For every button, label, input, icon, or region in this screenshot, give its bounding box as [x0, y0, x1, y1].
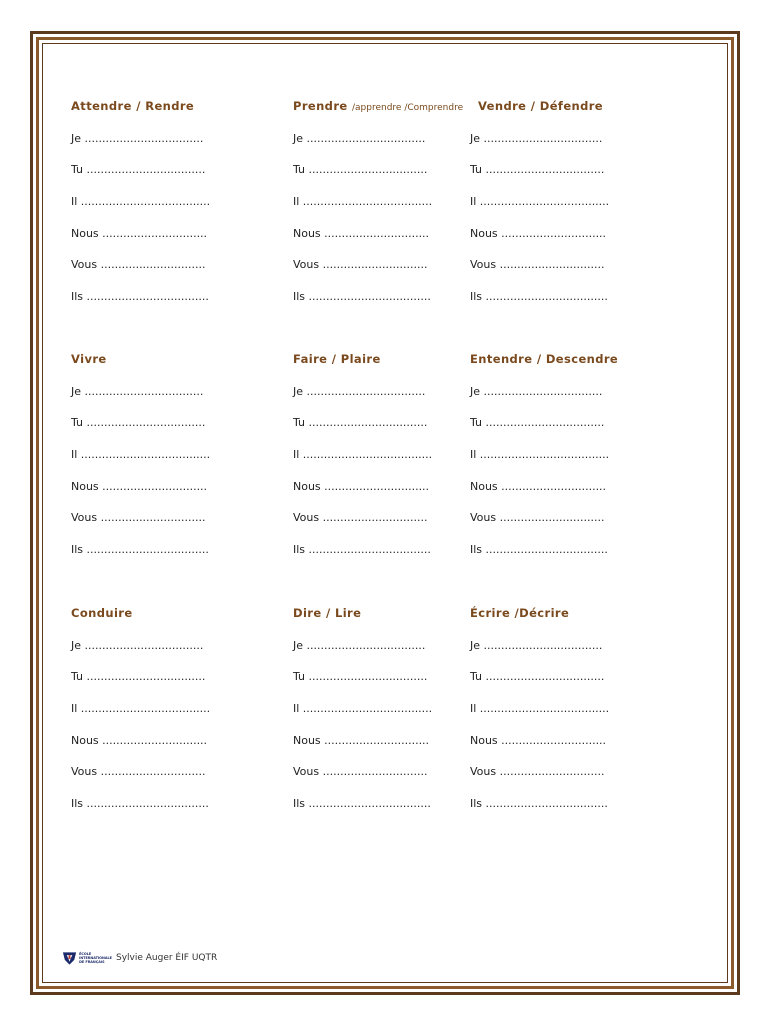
group-title: Faire / Plaire	[293, 352, 381, 366]
group-title: Vendre / Défendre	[478, 99, 604, 113]
line-nous[interactable]: Nous ..............................	[71, 227, 208, 240]
group-title: Prendre /apprendre /Comprendre	[293, 99, 464, 113]
line-vous[interactable]: Vous ..............................	[293, 511, 428, 524]
line-je[interactable]: Je ..................................	[293, 639, 426, 652]
line-nous[interactable]: Nous ..............................	[71, 734, 208, 747]
line-nous[interactable]: Nous ..............................	[470, 734, 607, 747]
line-il[interactable]: Il .....................................	[470, 448, 610, 461]
group-title: Entendre / Descendre	[470, 352, 619, 366]
group-vendre-defendre	[470, 98, 678, 303]
group-entendre-descendre	[470, 351, 670, 556]
line-il[interactable]: Il .....................................	[293, 702, 433, 715]
line-vous[interactable]: Vous ..............................	[293, 258, 428, 271]
line-ils[interactable]: Ils ...................................	[293, 543, 431, 556]
line-il[interactable]: Il .....................................	[71, 448, 211, 461]
group-vivre	[71, 351, 271, 556]
line-je[interactable]: Je ..................................	[71, 385, 204, 398]
line-tu[interactable]: Tu ..................................	[71, 670, 206, 683]
group-conduire	[71, 605, 271, 810]
eif-logo-icon	[62, 950, 77, 966]
line-tu[interactable]: Tu ..................................	[71, 163, 206, 176]
group-attendre-rendre	[71, 98, 271, 303]
line-je[interactable]: Je ..................................	[293, 385, 426, 398]
line-nous[interactable]: Nous ..............................	[470, 480, 607, 493]
group-title: Conduire	[71, 606, 133, 620]
line-nous[interactable]: Nous ..............................	[293, 480, 430, 493]
line-je[interactable]: Je ..................................	[71, 639, 204, 652]
line-vous[interactable]: Vous ..............................	[71, 258, 206, 271]
logo-line: ÉCOLE	[79, 952, 92, 956]
line-vous[interactable]: Vous ..............................	[470, 511, 605, 524]
line-vous[interactable]: Vous ..............................	[71, 765, 206, 778]
line-vous[interactable]: Vous ..............................	[470, 258, 605, 271]
eif-logo-text	[79, 952, 112, 964]
group-dire-lire	[293, 605, 493, 810]
group-title: Écrire /Décrire	[470, 606, 570, 620]
line-je[interactable]: Je ..................................	[470, 385, 603, 398]
eif-logo	[62, 949, 112, 967]
line-ils[interactable]: Ils ...................................	[470, 290, 608, 303]
line-tu[interactable]: Tu ..................................	[470, 670, 605, 683]
line-tu[interactable]: Tu ..................................	[293, 163, 428, 176]
logo-line: INTERNATIONALE	[79, 956, 112, 960]
line-nous[interactable]: Nous ..............................	[293, 734, 430, 747]
line-il[interactable]: Il .....................................	[293, 448, 433, 461]
line-nous[interactable]: Nous ..............................	[470, 227, 607, 240]
line-il[interactable]: Il .....................................	[71, 702, 211, 715]
line-il[interactable]: Il .....................................	[470, 702, 610, 715]
line-vous[interactable]: Vous ..............................	[71, 511, 206, 524]
logo-line: DE FRANÇAIS	[79, 960, 105, 964]
line-vous[interactable]: Vous ..............................	[470, 765, 605, 778]
footer	[62, 949, 217, 967]
line-tu[interactable]: Tu ..................................	[470, 416, 605, 429]
line-ils[interactable]: Ils ...................................	[293, 797, 431, 810]
line-je[interactable]: Je ..................................	[470, 639, 603, 652]
line-je[interactable]: Je ..................................	[71, 132, 204, 145]
line-ils[interactable]: Ils ...................................	[71, 543, 209, 556]
line-ils[interactable]: Ils ...................................	[293, 290, 431, 303]
line-tu[interactable]: Tu ..................................	[470, 163, 605, 176]
line-tu[interactable]: Tu ..................................	[293, 670, 428, 683]
group-ecrire-decrire	[470, 605, 670, 810]
group-prendre	[293, 98, 493, 303]
line-ils[interactable]: Ils ...................................	[71, 290, 209, 303]
line-ils[interactable]: Ils ...................................	[71, 797, 209, 810]
footer-author: Sylvie Auger ÉIF UQTR	[116, 953, 218, 963]
line-tu[interactable]: Tu ..................................	[71, 416, 206, 429]
line-ils[interactable]: Ils ...................................	[470, 797, 608, 810]
line-nous[interactable]: Nous ..............................	[71, 480, 208, 493]
line-il[interactable]: Il .....................................	[293, 195, 433, 208]
line-ils[interactable]: Ils ...................................	[470, 543, 608, 556]
group-title: Attendre / Rendre	[71, 99, 195, 113]
line-tu[interactable]: Tu ..................................	[293, 416, 428, 429]
line-il[interactable]: Il .....................................	[470, 195, 610, 208]
line-vous[interactable]: Vous ..............................	[293, 765, 428, 778]
group-faire-plaire	[293, 351, 493, 556]
line-je[interactable]: Je ..................................	[293, 132, 426, 145]
line-je[interactable]: Je ..................................	[470, 132, 603, 145]
line-il[interactable]: Il .....................................	[71, 195, 211, 208]
group-title: Dire / Lire	[293, 606, 362, 620]
line-nous[interactable]: Nous ..............................	[293, 227, 430, 240]
group-title: Vivre	[71, 352, 107, 366]
